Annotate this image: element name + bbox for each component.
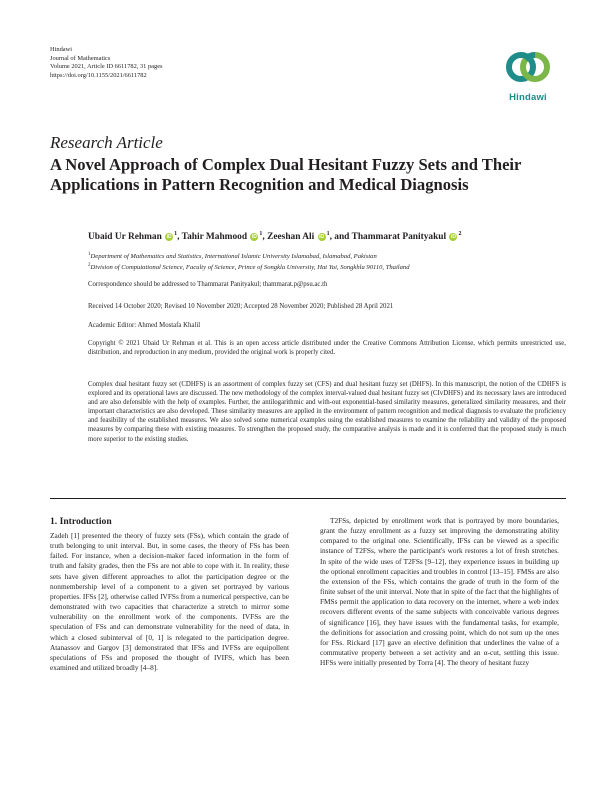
journal-meta — [50, 46, 163, 80]
volume-line: Volume 2021, Article ID 6611782, 31 pages — [50, 63, 163, 71]
author-name[interactable]: Tahir Mahmood — [181, 232, 248, 243]
academic-editor: Academic Editor: Ahmed Mostafa Khalil — [88, 322, 201, 329]
author-name[interactable]: and Thammarat Panityakul — [334, 232, 447, 243]
affiliation-1: $^1$Department of Mathematics and Statistics, International Islamic University Islamabad, Islamabad, Pakistan — [88, 252, 377, 261]
author-affiliation-mark: 1 — [174, 231, 178, 237]
author-affiliation-mark: 1 — [259, 231, 263, 237]
publisher-name: Hindawi — [50, 46, 73, 53]
body-column-left: Zadeh [1] presented the theory of fuzzy sets (FSs), which contain the grade of truth belonging to unit interval. But, in some cases, the theory of FSs has been failed. For instance, when a decision-maker faced information in the form of truth and falsity grades, then the FSs are not able to cope with it. In reality, these sets have given different approaches to allot the participation degree or the nonmembership level of a component to a given set portrayed by various properties. IFSs [2], otherwise called IVFSs from a numerical perspective, can be demonstrated with two capacities that characterize a stretch to mirror some vulnerability on the enrollment work of the components. IVFSs are the speculation of FSs and can demonstrate vulnerability for the need of data, in which a closed subinterval of [0, 1] is relegated to the participation degree. Atanassov and Gargov [3] demonstrated that IFSs and IVFSs are equipollent speculations of FSs and proposed the thought of IVIFS, which has been examined and utilized broadly [4–8]. — [50, 531, 289, 673]
author-name[interactable]: Ubaid Ur Rehman — [88, 232, 162, 243]
doi-link[interactable]: https://doi.org/10.1155/2021/6611782 — [50, 71, 147, 79]
publication-dates: Received 14 October 2020; Revised 10 November 2020; Accepted 28 November 2020; Published 28 April 2021 — [88, 303, 394, 310]
orcid-icon[interactable]: iD — [251, 233, 257, 240]
author-list: Ubaid Ur Rehman iD $^1$, Tahir Mahmood iD $^1$, Zeeshan Ali iD $^1$, and Thammarat Panityakul iD $^2$ — [88, 231, 462, 243]
journal-name: Journal of Mathematics — [50, 54, 111, 62]
logo-text: Hindawi — [509, 92, 547, 103]
copyright-notice: Copyright © 2021 Ubaid Ur Rehman et al. This is an open access article distributed under the Creative Commons Attribution License, which permits unrestricted use, distribution, and reproduction in any medium, provided the original work is properly cited. — [88, 340, 566, 357]
section-heading: 1. Introduction — [50, 516, 112, 527]
author-affiliation-mark: 1 — [326, 231, 330, 237]
body-column-right: T2FSs, depicted by enrollment work that is portrayed by more boundaries, grant the fuzzy enrollment as a fuzzy set improving the demonstrating ability compared to the original one. Scientifically, IFSs can be viewed as a specific instance of T2FSs, where the participant's work restores a lot of fresh stretches. In spite of the wide uses of T2FSs [9–12], they experience issues in building up the optional enrollment capacities and troubles in control [13–15]. FMSs are also the extension of the FSs, which contains the grade of truth in the form of the finite subset of the unit interval. Note that in spite of the fact that the highlights of FMSs permit the application to data recovery on the internet, where a web index recovers different events of the same subjects with conceivable various degrees of significance [16], they have issues with the fundamental tasks, for example, the definitions for association and crossing point, which do not sum up the ones for FSs. Rickard [17] gave an elective definition that underlines the value of a commutative property between a set activity and an α-cut, settling this issue. HFSs were initially presented by Torra [4]. The theory of hesitant fuzzy — [320, 516, 559, 668]
orcid-icon[interactable]: iD — [319, 233, 325, 240]
author-name[interactable]: Zeeshan Ali — [267, 232, 315, 243]
divider — [50, 498, 566, 499]
article-title: A Novel Approach of Complex Dual Hesitant Fuzzy Sets and Their Applications in Pattern Recognition and Medical Diagnosis — [50, 155, 522, 194]
correspondence: Correspondence should be addressed to Thammarat Panityakul; thammarat.p@psu.ac.th — [88, 281, 328, 288]
article-type: Research Article — [50, 133, 163, 152]
author-affiliation-mark: 2 — [458, 231, 462, 237]
affiliation-2: $^2$Division of Computational Science, Faculty of Science, Prince of Songkla University, Hat Yai, Songkhla 90110, Thailand — [88, 263, 410, 272]
orcid-icon[interactable]: iD — [166, 233, 172, 240]
abstract: Complex dual hesitant fuzzy set (CDHFS) is an assortment of complex fuzzy set (CFS) and dual hesitant fuzzy set (DHFS). In this manuscript, the notion of the CDHFS is explored and its operational laws are discussed. The new methodology of the complex interval-valued dual hesitant fuzzy set (CIvDHFS) and its necessary laws are introduced and are also defensible with the help of examples. Further, the antilogarithmic and with-out exponential-based similarity measures, generalized similarity measures, and their important characteristics are also developed. These similarity measures are applied in the environment of pattern recognition and medical diagnosis to evaluate the proficiency and feasibility of the established measures. We also solved some numerical examples using the established measures to examine the reliability and validity of the proposed measures by comparing these with existing measures. To strengthen the proposed study, the comparative analysis is made and it is conferred that the proposed study is much more superior to the existing studies. — [88, 381, 566, 443]
orcid-icon[interactable]: iD — [450, 233, 456, 240]
